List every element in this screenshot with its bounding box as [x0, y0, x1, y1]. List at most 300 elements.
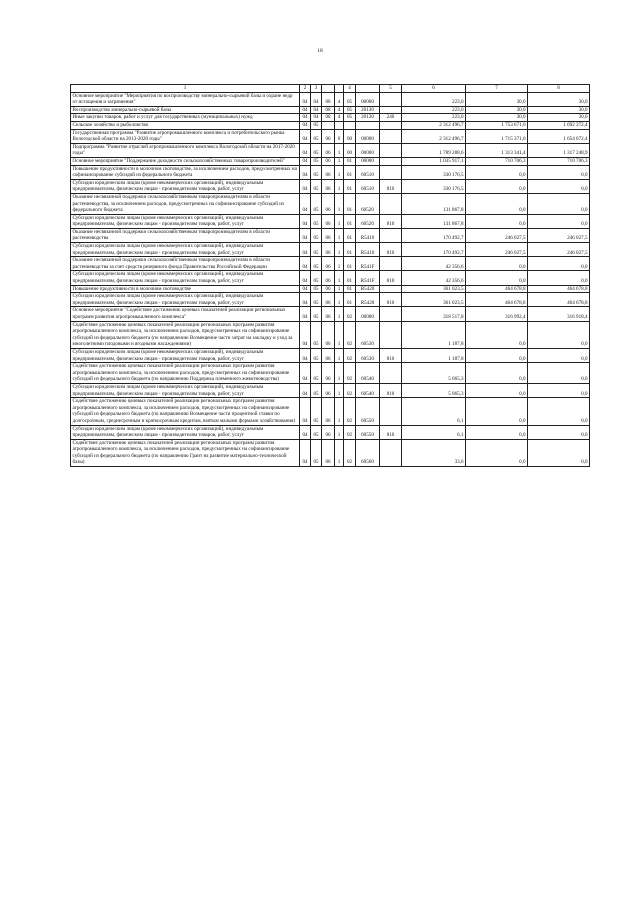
direction-code-cell: 20130 — [356, 106, 380, 114]
section-code-cell: 04 — [300, 439, 311, 466]
table-row — [71, 214, 590, 228]
expense-type-cell: 810 — [380, 179, 402, 193]
subsection-code-cell: 05 — [311, 143, 322, 157]
subsection-code-cell: 05 — [311, 257, 322, 271]
amount-2018-cell: 361 023,5 — [402, 285, 466, 293]
subprogram-code-cell: 1 — [335, 425, 344, 439]
section-code-cell: 04 — [300, 179, 311, 193]
subsection-code-cell: 05 — [311, 363, 322, 384]
amount-2019-cell: 316 992,4 — [466, 307, 528, 321]
subprogram-code-cell — [335, 121, 344, 129]
table-row — [71, 129, 590, 143]
direction-code-cell: 00000 — [356, 92, 380, 106]
row-name-cell: Государственная программа "Развитие агропромышленного комплекса и потребительского рынка Вологодской области на 2013-2020 годы" — [71, 129, 300, 143]
amount-2018-cell: 42 356,6 — [402, 271, 466, 285]
amount-2018-cell: 170 492,7 — [402, 228, 466, 242]
activity-code-cell: 01 — [344, 243, 356, 257]
section-code-cell: 04 — [300, 321, 311, 348]
header-cell — [335, 85, 344, 93]
expense-type-cell — [380, 106, 402, 114]
amount-2019-cell: 0,0 — [466, 271, 528, 285]
subsection-code-cell: 05 — [311, 439, 322, 466]
subsection-code-cell: 05 — [311, 293, 322, 307]
expense-type-cell — [380, 363, 402, 384]
section-code-cell: 04 — [300, 143, 311, 157]
activity-code-cell: 01 — [344, 157, 356, 165]
amount-2020-cell: 710 706,3 — [528, 157, 590, 165]
subprogram-code-cell: 4 — [335, 106, 344, 114]
activity-code-cell: 02 — [344, 348, 356, 362]
program-code-cell: 06 — [322, 165, 335, 179]
expense-type-cell — [380, 157, 402, 165]
amount-2018-cell: 2 312 496,7 — [402, 129, 466, 143]
amount-2020-cell: 0,0 — [528, 383, 590, 397]
amount-2018-cell: 6,1 — [402, 425, 466, 439]
amount-2020-cell: 30,0 — [528, 106, 590, 114]
amount-2018-cell: 1 789 288,6 — [402, 143, 466, 157]
row-name-cell: Воспроизводство минерально-сырьевой базы — [71, 106, 300, 114]
amount-2019-cell: 30,0 — [466, 106, 528, 114]
section-code-cell: 04 — [300, 257, 311, 271]
expense-type-cell — [380, 228, 402, 242]
row-name-cell: Содействие достижению целевых показателей реализации региональных программ развития агропромышленного комплекса, за исключением расходов, предусмотренных на софинансирование субсидий из федерального бюджета (по направлению Возмещение части затрат на закладку и уход за многолетними плодовыми и ягодными насаждениями) — [71, 321, 300, 348]
amount-2020-cell: 0,0 — [528, 165, 590, 179]
row-name-cell: Субсидии юридическим лицам (кроме некоммерческих организаций), индивидуальным предпринимателям, физическим лицам - производителям товаров, работ, услуг — [71, 214, 300, 228]
program-code-cell: 06 — [322, 143, 335, 157]
amount-2020-cell: 0,0 — [528, 439, 590, 466]
amount-2020-cell: 464 678,8 — [528, 285, 590, 293]
section-code-cell: 04 — [300, 228, 311, 242]
subsection-code-cell: 05 — [311, 425, 322, 439]
amount-2020-cell: 1 654 072,4 — [528, 129, 590, 143]
amount-2020-cell: 316 918,4 — [528, 307, 590, 321]
amount-2019-cell: 0,0 — [466, 165, 528, 179]
subsection-code-cell: 05 — [311, 307, 322, 321]
amount-2018-cell: 2 312 496,7 — [402, 121, 466, 129]
section-code-cell: 04 — [300, 243, 311, 257]
expense-type-cell: 810 — [380, 425, 402, 439]
amount-2020-cell: 0,0 — [528, 348, 590, 362]
amount-2019-cell: 0,0 — [466, 398, 528, 425]
subprogram-code-cell: 1 — [335, 363, 344, 384]
direction-code-cell: 60550 — [356, 425, 380, 439]
subsection-code-cell: 04 — [311, 114, 322, 122]
header-cell: 6 — [402, 85, 466, 93]
expense-type-cell — [380, 439, 402, 466]
amount-2020-cell: 0,0 — [528, 398, 590, 425]
amount-2018-cell: 170 492,7 — [402, 243, 466, 257]
row-name-cell: Повышение продуктивности в молочном скотоводстве, за исключением расходов, предусмотренных на софинансирование субсидий из федерального бюджета — [71, 165, 300, 179]
program-code-cell: 06 — [322, 425, 335, 439]
table-row — [71, 257, 590, 271]
direction-code-cell: R5410 — [356, 228, 380, 242]
program-code-cell: 06 — [322, 129, 335, 143]
header-cell: 7 — [466, 85, 528, 93]
subsection-code-cell: 04 — [311, 92, 322, 106]
direction-code-cell: 60560 — [356, 439, 380, 466]
subprogram-code-cell: 1 — [335, 348, 344, 362]
subprogram-code-cell: 1 — [335, 398, 344, 425]
subprogram-code-cell: 1 — [335, 193, 344, 214]
expense-type-cell — [380, 321, 402, 348]
table-row — [71, 348, 590, 362]
activity-code-cell: 00 — [344, 129, 356, 143]
subprogram-code-cell: 1 — [335, 439, 344, 466]
amount-2020-cell: 1 317 248,9 — [528, 143, 590, 157]
activity-code-cell: 01 — [344, 257, 356, 271]
header-cell: 8 — [528, 85, 590, 93]
row-name-cell: Основное мероприятие "Мероприятия по воспроизводству минерально-сырьевой базы и охране недр от истощения и загрязнения" — [71, 92, 300, 106]
header-cell — [356, 85, 380, 93]
amount-2018-cell: 1 035 917,1 — [402, 157, 466, 165]
section-code-cell: 04 — [300, 383, 311, 397]
program-code-cell: 08 — [322, 92, 335, 106]
expense-type-cell: 810 — [380, 293, 402, 307]
subsection-code-cell: 05 — [311, 214, 322, 228]
subsection-code-cell: 05 — [311, 129, 322, 143]
subprogram-code-cell: 1 — [335, 143, 344, 157]
row-name-cell: Субсидии юридическим лицам (кроме некоммерческих организаций), индивидуальным предпринимателям, физическим лицам - производителям товаров, работ, услуг — [71, 383, 300, 397]
program-code-cell: 06 — [322, 271, 335, 285]
expense-type-cell — [380, 121, 402, 129]
amount-2019-cell: 464 678,8 — [466, 285, 528, 293]
program-code-cell: 06 — [322, 157, 335, 165]
subsection-code-cell: 05 — [311, 348, 322, 362]
direction-code-cell: 60510 — [356, 179, 380, 193]
program-code-cell: 06 — [322, 307, 335, 321]
direction-code-cell: 60540 — [356, 383, 380, 397]
row-name-cell: Субсидии юридическим лицам (кроме некоммерческих организаций), индивидуальным предпринимателям, физическим лицам - производителям товаров, работ, услуг — [71, 271, 300, 285]
expense-type-cell — [380, 398, 402, 425]
subsection-code-cell: 05 — [311, 121, 322, 129]
amount-2018-cell: 131 867,8 — [402, 193, 466, 214]
table-row — [71, 228, 590, 242]
section-code-cell: 04 — [300, 106, 311, 114]
amount-2020-cell: 0,0 — [528, 193, 590, 214]
amount-2019-cell: 30,0 — [466, 114, 528, 122]
row-name-cell: Иные закупки товаров, работ и услуг для государственных (муниципальных) нужд — [71, 114, 300, 122]
section-code-cell: 04 — [300, 348, 311, 362]
table-row — [71, 243, 590, 257]
expense-type-cell — [380, 257, 402, 271]
expense-type-cell — [380, 193, 402, 214]
section-code-cell: 04 — [300, 129, 311, 143]
amount-2018-cell: 33,6 — [402, 439, 466, 466]
direction-code-cell: 00000 — [356, 129, 380, 143]
section-code-cell: 04 — [300, 363, 311, 384]
direction-code-cell: 00000 — [356, 157, 380, 165]
program-code-cell: 06 — [322, 363, 335, 384]
table-row — [71, 179, 590, 193]
table-row — [71, 157, 590, 165]
amount-2018-cell: 1 187,8 — [402, 321, 466, 348]
activity-code-cell: 01 — [344, 214, 356, 228]
expense-type-cell: 240 — [380, 114, 402, 122]
expense-type-cell — [380, 143, 402, 157]
amount-2020-cell: 0,0 — [528, 425, 590, 439]
amount-2018-cell: 131 867,8 — [402, 214, 466, 228]
row-name-cell: Субсидии юридическим лицам (кроме некоммерческих организаций), индивидуальным предпринимателям, физическим лицам - производителям товаров, работ, услуг — [71, 179, 300, 193]
amount-2019-cell: 0,0 — [466, 383, 528, 397]
table-row — [71, 285, 590, 293]
amount-2019-cell: 0,0 — [466, 348, 528, 362]
row-name-cell: Содействие достижению целевых показателей реализации региональных программ развития агропромышленного комплекса, за исключением расходов, предусмотренных на софинансирование субсидий из федерального бюджета (по направлению Грант на развитие материально-технической базы) — [71, 439, 300, 466]
section-code-cell: 04 — [300, 165, 311, 179]
amount-2020-cell: 464 678,8 — [528, 293, 590, 307]
subprogram-code-cell: 1 — [335, 228, 344, 242]
amount-2018-cell: 5 065,3 — [402, 383, 466, 397]
direction-code-cell: R541F — [356, 271, 380, 285]
header-cell: 3 — [311, 85, 322, 93]
amount-2018-cell: 330 176,5 — [402, 165, 466, 179]
program-code-cell: 08 — [322, 106, 335, 114]
amount-2020-cell: 30,0 — [528, 92, 590, 106]
expense-type-cell — [380, 129, 402, 143]
activity-code-cell: 05 — [344, 106, 356, 114]
subprogram-code-cell: 1 — [335, 383, 344, 397]
subprogram-code-cell: 4 — [335, 114, 344, 122]
direction-code-cell: 60510 — [356, 165, 380, 179]
table-row — [71, 143, 590, 157]
program-code-cell: 06 — [322, 257, 335, 271]
program-code-cell — [322, 121, 335, 129]
subprogram-code-cell: 1 — [335, 214, 344, 228]
section-code-cell: 04 — [300, 271, 311, 285]
subsection-code-cell: 04 — [311, 106, 322, 114]
table-row — [71, 114, 590, 122]
section-code-cell: 04 — [300, 121, 311, 129]
amount-2020-cell: 0,0 — [528, 321, 590, 348]
row-name-cell: Подпрограмма "Развитие отраслей агропромышленного комплекса Вологодской области на 2017-2020 годы" — [71, 143, 300, 157]
amount-2019-cell: 0,0 — [466, 179, 528, 193]
activity-code-cell — [344, 121, 356, 129]
section-code-cell: 04 — [300, 214, 311, 228]
subprogram-code-cell: 1 — [335, 165, 344, 179]
activity-code-cell: 01 — [344, 271, 356, 285]
activity-code-cell: 01 — [344, 228, 356, 242]
program-code-cell: 06 — [322, 293, 335, 307]
row-name-cell: Содействие достижению целевых показателей реализации региональных программ развития агропромышленного комплекса, за исключением расходов, предусмотренных на софинансирование субсидий из федерального бюджета (по направлению Поддержка племенного животноводства) — [71, 363, 300, 384]
expense-type-cell — [380, 165, 402, 179]
amount-2018-cell: 42 356,6 — [402, 257, 466, 271]
header-cell: 4 — [344, 85, 356, 93]
direction-code-cell: R5420 — [356, 293, 380, 307]
direction-code-cell: 60530 — [356, 321, 380, 348]
program-code-cell: 06 — [322, 285, 335, 293]
activity-code-cell: 02 — [344, 307, 356, 321]
direction-code-cell: R541F — [356, 257, 380, 271]
section-code-cell: 04 — [300, 92, 311, 106]
table-row — [71, 307, 590, 321]
amount-2018-cell: 223,0 — [402, 106, 466, 114]
table-row — [71, 398, 590, 425]
subprogram-code-cell: 1 — [335, 271, 344, 285]
subsection-code-cell: 05 — [311, 383, 322, 397]
program-code-cell: 06 — [322, 321, 335, 348]
subsection-code-cell: 05 — [311, 271, 322, 285]
expense-type-cell — [380, 307, 402, 321]
section-code-cell: 04 — [300, 285, 311, 293]
table-row — [71, 271, 590, 285]
activity-code-cell: 02 — [344, 425, 356, 439]
subprogram-code-cell: 1 — [335, 285, 344, 293]
row-name-cell: Основное мероприятие "Содействие достижению целевых показателей реализации региональных программ развития агропромышленного комплекса" — [71, 307, 300, 321]
amount-2019-cell: 246 027,5 — [466, 243, 528, 257]
table-row — [71, 121, 590, 129]
amount-2020-cell: 0,0 — [528, 271, 590, 285]
subsection-code-cell: 05 — [311, 321, 322, 348]
row-name-cell: Повышение продуктивности в молочном скотоводстве — [71, 285, 300, 293]
expense-type-cell — [380, 285, 402, 293]
amount-2020-cell: 0,0 — [528, 363, 590, 384]
section-code-cell: 04 — [300, 398, 311, 425]
direction-code-cell: R5420 — [356, 285, 380, 293]
program-code-cell: 06 — [322, 439, 335, 466]
amount-2019-cell: 710 706,3 — [466, 157, 528, 165]
amount-2019-cell: 0,0 — [466, 214, 528, 228]
row-name-cell: Субсидии юридическим лицам (кроме некоммерческих организаций), индивидуальным предпринимателям, физическим лицам - производителям товаров, работ, услуг — [71, 243, 300, 257]
section-code-cell: 04 — [300, 425, 311, 439]
expense-type-cell — [380, 92, 402, 106]
row-name-cell: Оказание несвязанной поддержки сельскохозяйственным товаропроизводителям в области растениеводства, за исключением расходов, предусмотренных на софинансирование субсидий из федерального бюджета — [71, 193, 300, 214]
section-code-cell: 04 — [300, 157, 311, 165]
amount-2020-cell: 1 692 372,4 — [528, 121, 590, 129]
amount-2018-cell: 318 517,8 — [402, 307, 466, 321]
amount-2019-cell: 0,0 — [466, 425, 528, 439]
activity-code-cell: 00 — [344, 143, 356, 157]
subprogram-code-cell: 1 — [335, 179, 344, 193]
direction-code-cell — [356, 121, 380, 129]
amount-2019-cell: 0,0 — [466, 257, 528, 271]
direction-code-cell: 20130 — [356, 114, 380, 122]
section-code-cell: 04 — [300, 307, 311, 321]
activity-code-cell: 01 — [344, 165, 356, 179]
program-code-cell: 06 — [322, 228, 335, 242]
amount-2019-cell: 464 678,8 — [466, 293, 528, 307]
direction-code-cell: 60540 — [356, 363, 380, 384]
table-row — [71, 425, 590, 439]
row-name-cell: Сельское хозяйство и рыболовство — [71, 121, 300, 129]
section-code-cell: 04 — [300, 114, 311, 122]
activity-code-cell: 02 — [344, 439, 356, 466]
subsection-code-cell: 05 — [311, 398, 322, 425]
table-row — [71, 193, 590, 214]
amount-2019-cell: 0,0 — [466, 439, 528, 466]
amount-2019-cell: 246 027,5 — [466, 228, 528, 242]
activity-code-cell: 01 — [344, 193, 356, 214]
amount-2019-cell: 0,0 — [466, 321, 528, 348]
amount-2019-cell: 1 313 341,4 — [466, 143, 528, 157]
table-row — [71, 165, 590, 179]
amount-2018-cell: 6,1 — [402, 398, 466, 425]
activity-code-cell: 05 — [344, 92, 356, 106]
row-name-cell: Оказание несвязанной поддержки сельскохозяйственным товаропроизводителям в области растениеводства за счет средств резервного фонда Правительства Российской Федерации — [71, 257, 300, 271]
row-name-cell: Основное мероприятие "Поддержание доходности сельскохозяйственных товаропроизводителей" — [71, 157, 300, 165]
expense-type-cell: 810 — [380, 383, 402, 397]
page-number: 18 — [317, 48, 323, 54]
activity-code-cell: 02 — [344, 383, 356, 397]
amount-2019-cell: 30,0 — [466, 92, 528, 106]
activity-code-cell: 05 — [344, 114, 356, 122]
row-name-cell: Оказание несвязанной поддержки сельскохозяйственным товаропроизводителям в области растениеводства — [71, 228, 300, 242]
subprogram-code-cell: 1 — [335, 257, 344, 271]
amount-2020-cell: 246 027,5 — [528, 228, 590, 242]
direction-code-cell: 60550 — [356, 398, 380, 425]
direction-code-cell: 60520 — [356, 193, 380, 214]
amount-2018-cell: 223,0 — [402, 114, 466, 122]
subsection-code-cell: 05 — [311, 193, 322, 214]
program-code-cell: 06 — [322, 243, 335, 257]
subsection-code-cell: 05 — [311, 165, 322, 179]
subprogram-code-cell: 1 — [335, 157, 344, 165]
amount-2020-cell: 0,0 — [528, 179, 590, 193]
subsection-code-cell: 05 — [311, 243, 322, 257]
header-cell: 1 — [71, 85, 300, 93]
amount-2019-cell: 1 753 671,0 — [466, 121, 528, 129]
program-code-cell: 06 — [322, 383, 335, 397]
amount-2020-cell: 30,0 — [528, 114, 590, 122]
table-header-row — [71, 85, 590, 93]
amount-2019-cell: 0,0 — [466, 193, 528, 214]
program-code-cell: 06 — [322, 193, 335, 214]
subsection-code-cell: 05 — [311, 285, 322, 293]
subprogram-code-cell: 1 — [335, 243, 344, 257]
table-row — [71, 293, 590, 307]
amount-2020-cell: 246 027,5 — [528, 243, 590, 257]
amount-2018-cell: 5 065,3 — [402, 363, 466, 384]
subprogram-code-cell: 4 — [335, 92, 344, 106]
amount-2019-cell: 0,0 — [466, 363, 528, 384]
table-row — [71, 383, 590, 397]
header-cell — [322, 85, 335, 93]
table-row — [71, 439, 590, 466]
subprogram-code-cell: 0 — [335, 129, 344, 143]
expense-type-cell: 810 — [380, 348, 402, 362]
header-cell: 5 — [380, 85, 402, 93]
table-row — [71, 92, 590, 106]
subprogram-code-cell: 1 — [335, 321, 344, 348]
table-row — [71, 321, 590, 348]
subsection-code-cell: 05 — [311, 179, 322, 193]
activity-code-cell: 02 — [344, 321, 356, 348]
table-body — [71, 85, 590, 467]
activity-code-cell: 02 — [344, 398, 356, 425]
amount-2018-cell: 1 187,8 — [402, 348, 466, 362]
subprogram-code-cell: 1 — [335, 307, 344, 321]
program-code-cell: 06 — [322, 348, 335, 362]
row-name-cell: Субсидии юридическим лицам (кроме некоммерческих организаций), индивидуальным предпринимателям, физическим лицам - производителям товаров, работ, услуг — [71, 293, 300, 307]
program-code-cell: 06 — [322, 398, 335, 425]
amount-2020-cell: 0,0 — [528, 214, 590, 228]
program-code-cell: 06 — [322, 179, 335, 193]
direction-code-cell: 00000 — [356, 307, 380, 321]
activity-code-cell: 01 — [344, 293, 356, 307]
amount-2020-cell: 0,0 — [528, 257, 590, 271]
expense-type-cell: 810 — [380, 214, 402, 228]
direction-code-cell: R5410 — [356, 243, 380, 257]
program-code-cell: 08 — [322, 114, 335, 122]
amount-2019-cell: 1 715 371,0 — [466, 129, 528, 143]
budget-table — [70, 84, 590, 467]
expense-type-cell: 810 — [380, 271, 402, 285]
activity-code-cell: 02 — [344, 363, 356, 384]
row-name-cell: Субсидии юридическим лицам (кроме некоммерческих организаций), индивидуальным предпринимателям, физическим лицам - производителям товаров, работ, услуг — [71, 425, 300, 439]
table-row — [71, 106, 590, 114]
direction-code-cell: 00000 — [356, 143, 380, 157]
section-code-cell: 04 — [300, 193, 311, 214]
expense-type-cell: 810 — [380, 243, 402, 257]
amount-2018-cell: 223,0 — [402, 92, 466, 106]
